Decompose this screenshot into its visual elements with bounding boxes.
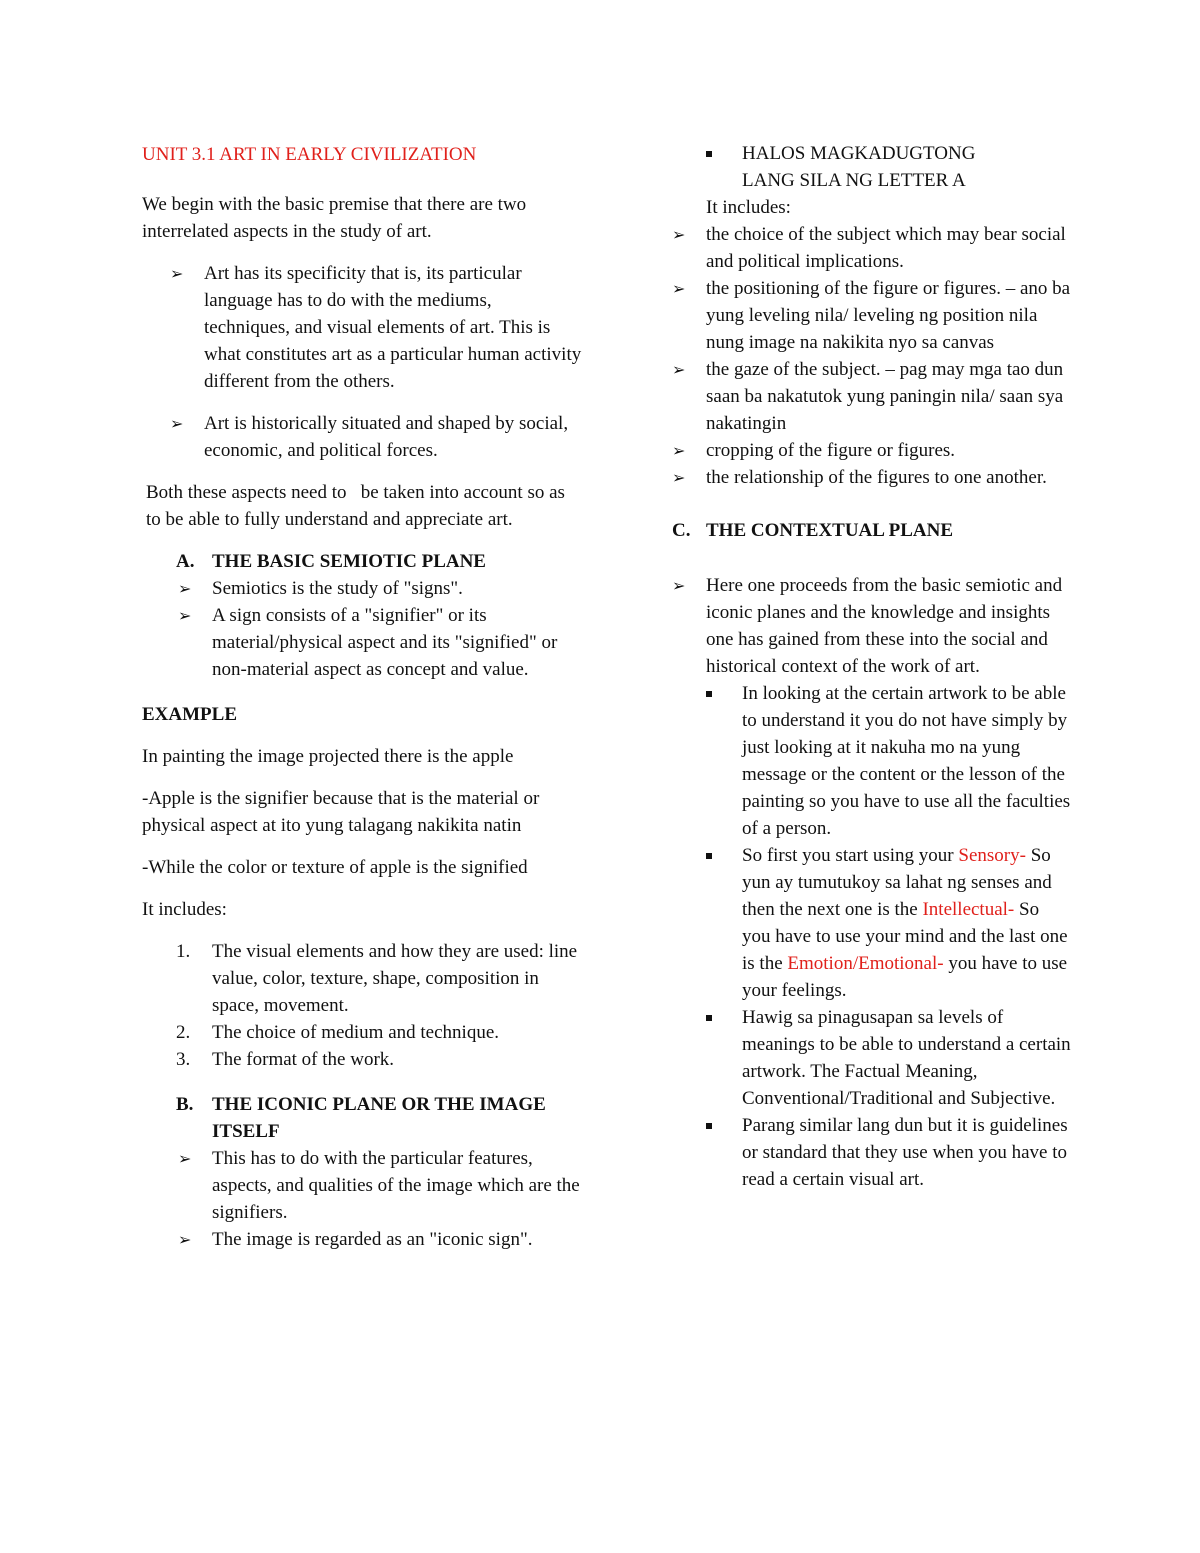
list-item bbox=[142, 1145, 582, 1226]
list-number: 1. bbox=[176, 941, 191, 962]
list-item bbox=[672, 275, 1072, 356]
intro-paragraph: We begin with the basic premise that there are two interrelated aspects in the study of art. bbox=[142, 194, 527, 242]
section-heading-text: THE ICONIC PLANE OR THE IMAGE ITSELF bbox=[212, 1094, 546, 1142]
sensory-term: Sensory- bbox=[958, 845, 1026, 866]
arrow-bullet-icon: ➢ bbox=[672, 576, 686, 595]
section-c-heading bbox=[672, 517, 1072, 544]
section-a-heading bbox=[142, 548, 582, 575]
list-item bbox=[142, 260, 582, 395]
list-item bbox=[142, 1226, 582, 1253]
section-b-heading bbox=[142, 1091, 582, 1145]
includes-text: cropping of the figure or figures. bbox=[706, 440, 956, 461]
list-item bbox=[142, 938, 582, 1019]
list-item bbox=[142, 1046, 582, 1073]
square-bullet-item bbox=[672, 1112, 1072, 1193]
aspects-list bbox=[142, 260, 582, 464]
numbered-list bbox=[142, 938, 582, 1073]
list-item bbox=[672, 437, 1072, 464]
includes-label: It includes: bbox=[706, 197, 791, 218]
includes-list bbox=[672, 221, 1072, 491]
text-run: So yun ay tumutukoy sa lahat ng senses and then the next one is the bbox=[742, 845, 1052, 920]
list-text: The choice of medium and technique. bbox=[212, 1022, 500, 1043]
square-bullet-icon bbox=[706, 151, 712, 157]
square-bullet-text: Parang similar lang dun but it is guidelines or standard that they use when you have to read a certain visual art. bbox=[742, 1115, 1068, 1190]
includes-text: the relationship of the figures to one another. bbox=[706, 467, 1047, 488]
point-text: A sign consists of a "signifier" or its material/physical aspect and its "signified" or non-material aspect as concept and value. bbox=[212, 605, 558, 680]
arrow-bullet-icon: ➢ bbox=[178, 606, 192, 625]
square-bullet-icon bbox=[706, 691, 712, 697]
arrow-bullet-icon: ➢ bbox=[672, 441, 686, 460]
point-text: Here one proceeds from the basic semiotic and iconic planes and the knowledge and insights one has gained from these into the social and historical context of the work of art. bbox=[706, 575, 1063, 677]
section-letter: B. bbox=[176, 1094, 194, 1115]
section-a-points bbox=[142, 575, 582, 683]
list-item bbox=[142, 575, 582, 602]
square-bullet-text: In looking at the certain artwork to be able to understand it you do not have simply by just looking at it nakuha mo na yung message or the content or the lesson of the painting so you have to use all the faculties of a person. bbox=[742, 683, 1071, 839]
point-text: Semiotics is the study of "signs". bbox=[212, 578, 463, 599]
example-line: It includes: bbox=[142, 899, 227, 920]
square-bullet-item bbox=[672, 842, 1072, 1004]
text-run: you have to use your feelings. bbox=[742, 953, 1068, 1001]
section-heading-text: THE BASIC SEMIOTIC PLANE bbox=[212, 551, 486, 572]
square-bullet-text bbox=[742, 845, 1068, 1001]
square-bullet-item bbox=[672, 1004, 1072, 1112]
square-bullet-item bbox=[672, 680, 1072, 842]
square-bullet-text: HALOS MAGKADUGTONG LANG SILA NG LETTER A bbox=[742, 143, 976, 191]
arrow-bullet-icon: ➢ bbox=[170, 264, 184, 283]
list-item bbox=[672, 221, 1072, 275]
square-bullet-icon bbox=[706, 1123, 712, 1129]
list-item bbox=[672, 572, 1072, 680]
aspect-text: Art is historically situated and shaped by social, economic, and political forces. bbox=[204, 413, 569, 461]
aspect-text: Art has its specificity that is, its particular language has to do with the mediums, techniques, and visual elements of art. This is what constitutes art as a particular human activity different from the others. bbox=[204, 263, 582, 392]
section-letter: A. bbox=[176, 551, 195, 572]
point-text: This has to do with the particular features, aspects, and qualities of the image which are the signifiers. bbox=[212, 1148, 580, 1223]
unit-title: UNIT 3.1 ART IN EARLY CIVILIZATION bbox=[142, 144, 477, 165]
list-item bbox=[672, 356, 1072, 437]
list-number: 2. bbox=[176, 1022, 191, 1043]
example-heading: EXAMPLE bbox=[142, 704, 237, 725]
arrow-bullet-icon: ➢ bbox=[672, 225, 686, 244]
arrow-bullet-icon: ➢ bbox=[178, 1149, 192, 1168]
arrow-bullet-icon: ➢ bbox=[178, 579, 192, 598]
arrow-bullet-icon: ➢ bbox=[170, 414, 184, 433]
text-run: So you have to use your mind and the last one is the bbox=[742, 899, 1068, 974]
section-letter: C. bbox=[672, 520, 691, 541]
arrow-bullet-icon: ➢ bbox=[672, 279, 686, 298]
list-item bbox=[142, 602, 582, 683]
right-column bbox=[672, 140, 1072, 1193]
example-line: -Apple is the signifier because that is the material or physical aspect at ito yung talagang nakikita natin bbox=[142, 788, 540, 836]
list-text: The visual elements and how they are used: line value, color, texture, shape, composition in space, movement. bbox=[212, 941, 578, 1016]
list-item bbox=[672, 464, 1072, 491]
section-b-points bbox=[142, 1145, 582, 1253]
list-text: The format of the work. bbox=[212, 1049, 395, 1070]
list-item bbox=[142, 1019, 582, 1046]
emotion-term: Emotion/Emotional- bbox=[787, 953, 944, 974]
example-line: -While the color or texture of apple is the signified bbox=[142, 857, 528, 878]
arrow-bullet-icon: ➢ bbox=[672, 468, 686, 487]
square-bullet-icon bbox=[706, 853, 712, 859]
arrow-bullet-icon: ➢ bbox=[672, 360, 686, 379]
left-column bbox=[142, 140, 582, 1253]
section-c-points bbox=[672, 572, 1072, 680]
square-bullet-icon bbox=[706, 1015, 712, 1021]
section-heading-text: THE CONTEXTUAL PLANE bbox=[706, 520, 954, 541]
intellectual-term: Intellectual- bbox=[922, 899, 1015, 920]
example-line: In painting the image projected there is the apple bbox=[142, 746, 514, 767]
arrow-bullet-icon: ➢ bbox=[178, 1230, 192, 1249]
list-item bbox=[142, 410, 582, 464]
includes-text: the choice of the subject which may bear social and political implications. bbox=[706, 224, 1066, 272]
point-text: The image is regarded as an "iconic sign". bbox=[212, 1229, 533, 1250]
includes-text: the positioning of the figure or figures. – ano ba yung leveling nila/ leveling ng position nila nung image na nakikita nyo sa canvas bbox=[706, 278, 1071, 353]
text-run: So first you start using your bbox=[742, 845, 959, 866]
square-bullet-text: Hawig sa pinagusapan sa levels of meanings to be able to understand a certain artwork. The Factual Meaning, Conventional/Traditional and Subjective. bbox=[742, 1007, 1071, 1109]
square-bullet-item bbox=[672, 140, 1072, 194]
both-paragraph: Both these aspects need to be taken into account so as to be able to fully understand and appreciate art. bbox=[146, 482, 570, 530]
list-number: 3. bbox=[176, 1049, 191, 1070]
includes-text: the gaze of the subject. – pag may mga tao dun saan ba nakatutok yung paningin nila/ saan sya nakatingin bbox=[706, 359, 1064, 434]
